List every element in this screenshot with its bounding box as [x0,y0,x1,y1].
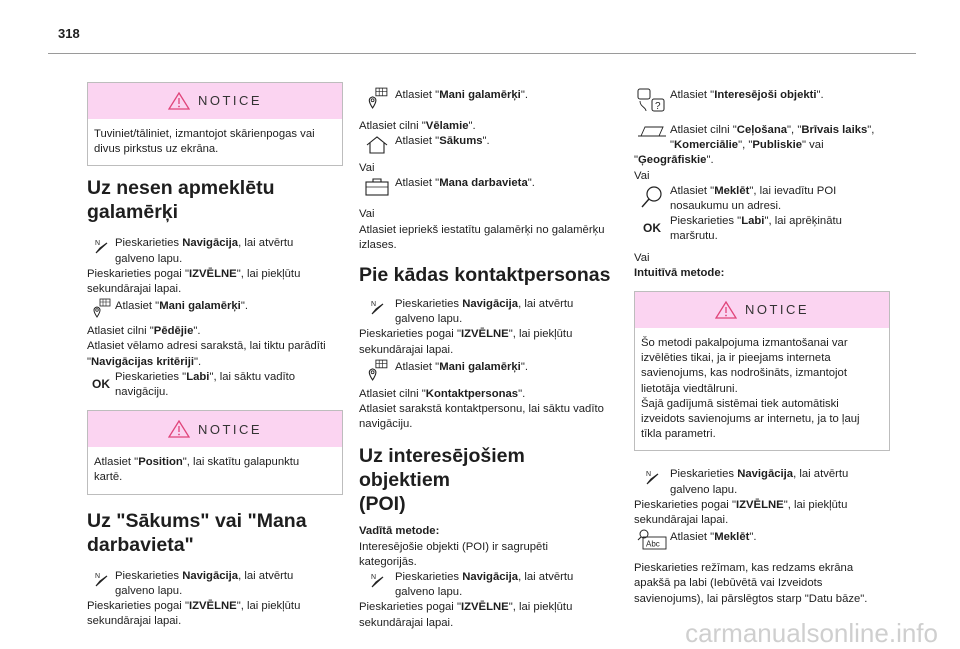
step-row: Atlasiet cilni "Ceļošana", "Brīvais laiks", "Komerciālie", "Publiskie" vai [634,123,890,153]
navigation-arrow-icon [369,298,385,316]
vai-text: Vai [359,162,375,175]
step-row: Abc Atlasiet "Meklēt". [634,528,890,551]
method-title: Intuitīvā metode: [634,266,725,279]
notice-title: NOTICE [197,421,263,437]
step-row: Atlasiet "Mani galamērķi". [359,358,615,381]
warning-icon [168,420,190,438]
navigation-arrow-icon [93,570,109,588]
step-row: N Pieskarieties Navigācija, lai atvērtu galveno lapu. [95,569,294,597]
step-text: Pieskarieties pogai "IZVĒLNE", lai piekļūtu sekundārajai lapai. [87,267,301,296]
step-row: OK Pieskarieties "Labi", lai sāktu vadīto navigāciju. [92,370,296,399]
step-row: Atlasiet "Mana darbavieta". [359,176,615,197]
step-text: Interesējošie objekti (POI) ir sagrupēti kategorijās. [359,540,548,568]
notice-header [88,411,342,447]
step-row: Atlasiet "Meklēt", lai ievadītu POI nosaukumu un adresi. [634,184,890,214]
step-text: Atlasiet cilni "Kontaktpersonas". [359,387,526,400]
search-icon [640,185,664,209]
step-row: Atlasiet "Sākums". [359,134,615,155]
step-row: Atlasiet "Mani galamērķi". [359,86,615,109]
step-text: Pieskarieties režīmam, kas redzams ekrāna apakšā pa labi (Iebūvētā vai Izveidots savienojums), lai pārslēgtos starp "Datu bāze". [634,562,868,605]
step-row: N Pieskarieties Navigācija, lai atvērtu galveno lapu. [95,237,294,265]
step-row: N Pieskarieties Navigācija, lai atvērtu galveno lapu. [371,298,574,326]
navigation-arrow-icon [93,237,109,255]
step-text: Atlasiet cilni "Pēdējie". [87,325,201,338]
notice-box [87,410,343,494]
home-icon [365,135,389,155]
navigation-arrow-icon [369,571,385,589]
section-heading: Uz "Sākums" vai "Mana darbavieta" [87,509,307,556]
method-title: Vadītā metode: [359,525,440,538]
search-abc-icon [637,529,667,551]
column-3 [634,86,890,607]
header-rule [48,53,916,54]
notice-header [635,292,889,328]
step-row: Atlasiet "Mani galamērķi". [87,297,343,318]
svg-text:?: ? [655,101,661,112]
ok-icon: OK [643,221,661,236]
step-text: Atlasiet sarakstā kontaktpersonu, lai sāktu vadīto navigāciju. [359,403,604,431]
notice-box [634,291,890,451]
notice-text: Tuviniet/tāliniet, izmantojot skārienpogas vai divus pirkstus uz ekrāna. [94,128,315,156]
svg-text:N: N [646,471,652,479]
vai-text: Vai [634,169,650,182]
column-1 [87,82,343,629]
section-heading: Pie kādas kontaktpersonas [359,264,611,287]
favorite-destination-icon [366,359,388,381]
step-text: Atlasiet vēlamo adresi sarakstā, lai tiktu parādīti [87,340,326,353]
step-text: Pieskarieties pogai "IZVĒLNE", lai piekļūtu sekundārajai lapai. [359,601,573,629]
vai-text: Vai [359,208,375,221]
svg-text:N: N [95,240,101,248]
section-heading: Uz nesen apmeklētu galamērķi [87,177,275,224]
tab-icon [637,124,667,138]
notice-box [87,82,343,166]
step-row: N Pieskarieties Navigācija, lai atvērtu galveno lapu. [646,468,849,496]
step-text: "Navigācijas kritēriji". [87,355,202,368]
svg-text:N: N [371,574,377,582]
svg-text:Abc: Abc [646,539,660,549]
notice-title: NOTICE [744,302,810,318]
favorite-destination-icon [91,298,111,318]
step-text: "Ģeogrāfiskie". [634,154,714,167]
notice-text: Šo metodi pakalpojuma izmantošanai var izvēlēties tikai, ja ir pieejams interneta savienojums, kas nodrošināts, izmantojot lietotāja viedtālruni. Šajā gadījumā sistēmai tiek automātiski izveidots savienojums ar internetu, ja to ļauj tīkla parametri. [641,337,860,441]
vai-text: Vai [634,251,650,264]
svg-text:N: N [371,301,377,309]
step-text: Pieskarieties pogai "IZVĒLNE", lai piekļūtu sekundārajai lapai. [634,498,848,527]
briefcase-icon [364,177,390,197]
notice-header [88,83,342,119]
step-row: OK Pieskarieties "Labi", lai aprēķinātu maršrutu. [643,215,842,243]
notice-text: Atlasiet "Position", lai skatītu galapunktu kartē. [94,456,300,484]
watermark: carmanualsonline.info [685,617,938,648]
step-text: Atlasiet iepriekš iestatītu galamērķi no galamērķu izlases. [359,223,605,251]
column-2 [359,86,615,631]
step-text: Atlasiet cilni "Vēlamie". [359,120,476,132]
favorite-destination-icon [366,87,388,109]
step-text: Pieskarieties pogai "IZVĒLNE", lai piekļūtu sekundārajai lapai. [359,328,573,356]
ok-icon: OK [92,376,110,391]
warning-icon [715,301,737,319]
step-text: Pieskarieties pogai "IZVĒLNE", lai piekļūtu sekundārajai lapai. [87,600,301,628]
poi-icon [637,87,667,113]
navigation-arrow-icon [644,468,660,486]
warning-icon [168,92,190,110]
step-row: N Pieskarieties Navigācija, lai atvērtu galveno lapu. [371,571,574,599]
page-number: 318 [58,26,80,41]
notice-title: NOTICE [197,93,263,109]
section-heading: Uz interesējošiem objektiem (POI) [359,445,525,516]
svg-text:N: N [95,572,101,580]
step-row: ? Atlasiet "Interesējoši objekti". [634,86,890,113]
